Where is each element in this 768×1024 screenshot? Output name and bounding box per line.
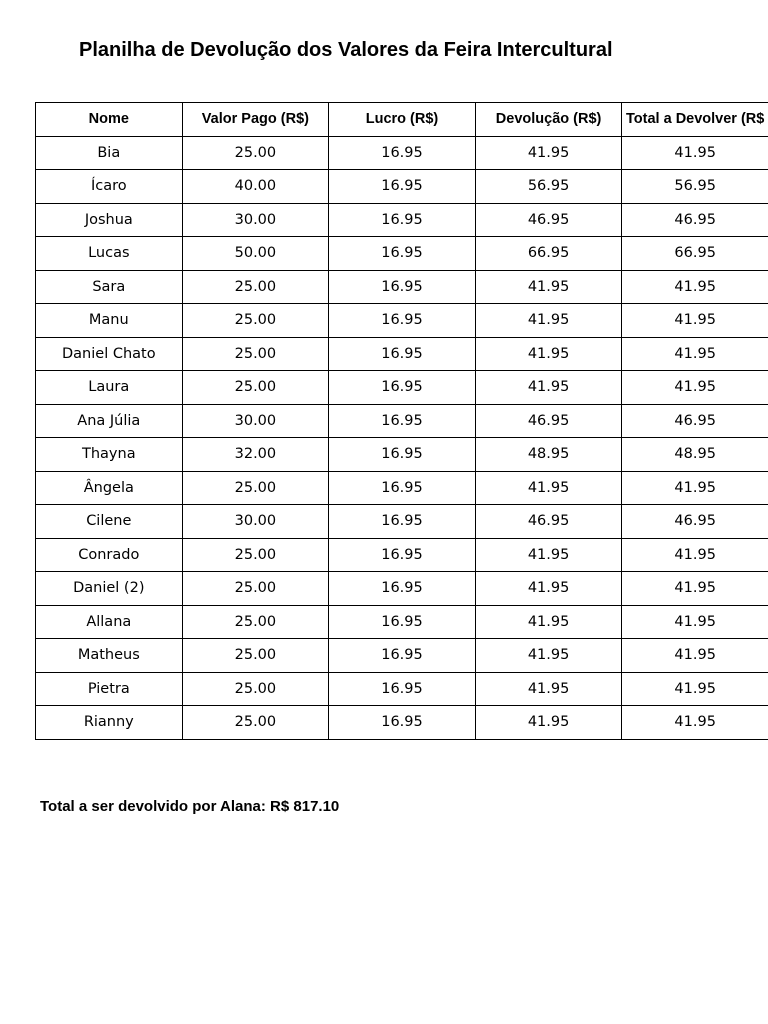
cell-valor-pago: 30.00 xyxy=(182,505,329,539)
cell-lucro: 16.95 xyxy=(329,371,476,405)
column-header-lucro: Lucro (R$) xyxy=(329,103,476,137)
table-row xyxy=(36,538,768,572)
cell-lucro: 16.95 xyxy=(329,438,476,472)
cell-lucro: 16.95 xyxy=(329,404,476,438)
cell-total-a-devolver: 41.95 xyxy=(622,572,768,606)
cell-nome: Ana Júlia xyxy=(36,404,183,438)
cell-nome: Daniel Chato xyxy=(36,337,183,371)
cell-devolucao: 66.95 xyxy=(475,237,622,271)
table-row xyxy=(36,337,768,371)
page-title: Planilha de Devolução dos Valores da Feira Intercultural xyxy=(79,39,613,61)
cell-total-a-devolver: 48.95 xyxy=(622,438,768,472)
cell-lucro: 16.95 xyxy=(329,270,476,304)
cell-lucro: 16.95 xyxy=(329,572,476,606)
table-row xyxy=(36,237,768,271)
table-row xyxy=(36,203,768,237)
cell-devolucao: 41.95 xyxy=(475,572,622,606)
cell-lucro: 16.95 xyxy=(329,672,476,706)
table-row xyxy=(36,605,768,639)
column-header-nome: Nome xyxy=(36,103,183,137)
cell-nome: Matheus xyxy=(36,639,183,673)
table-row xyxy=(36,672,768,706)
cell-devolucao: 41.95 xyxy=(475,538,622,572)
refund-table xyxy=(35,102,768,740)
cell-devolucao: 41.95 xyxy=(475,136,622,170)
table-row xyxy=(36,572,768,606)
column-header-total-a-devolver: Total a Devolver (R$ xyxy=(622,103,768,137)
cell-total-a-devolver: 41.95 xyxy=(622,304,768,338)
cell-nome: Joshua xyxy=(36,203,183,237)
cell-lucro: 16.95 xyxy=(329,605,476,639)
cell-total-a-devolver: 41.95 xyxy=(622,672,768,706)
cell-devolucao: 41.95 xyxy=(475,471,622,505)
cell-valor-pago: 40.00 xyxy=(182,170,329,204)
cell-valor-pago: 25.00 xyxy=(182,605,329,639)
cell-nome: Pietra xyxy=(36,672,183,706)
cell-total-a-devolver: 41.95 xyxy=(622,471,768,505)
cell-nome: Manu xyxy=(36,304,183,338)
cell-valor-pago: 25.00 xyxy=(182,371,329,405)
table-row xyxy=(36,136,768,170)
total-summary: Total a ser devolvido por Alana: R$ 817.10 xyxy=(40,798,340,815)
cell-devolucao: 41.95 xyxy=(475,672,622,706)
cell-nome: Bia xyxy=(36,136,183,170)
cell-devolucao: 46.95 xyxy=(475,404,622,438)
cell-nome: Lucas xyxy=(36,237,183,271)
cell-devolucao: 41.95 xyxy=(475,706,622,740)
cell-total-a-devolver: 41.95 xyxy=(622,337,768,371)
cell-valor-pago: 25.00 xyxy=(182,706,329,740)
cell-valor-pago: 25.00 xyxy=(182,538,329,572)
cell-devolucao: 41.95 xyxy=(475,304,622,338)
cell-nome: Daniel (2) xyxy=(36,572,183,606)
cell-total-a-devolver: 46.95 xyxy=(622,203,768,237)
cell-valor-pago: 25.00 xyxy=(182,471,329,505)
table-row xyxy=(36,505,768,539)
cell-valor-pago: 25.00 xyxy=(182,572,329,606)
column-header-devolucao: Devolução (R$) xyxy=(475,103,622,137)
cell-lucro: 16.95 xyxy=(329,538,476,572)
cell-devolucao: 41.95 xyxy=(475,605,622,639)
cell-valor-pago: 32.00 xyxy=(182,438,329,472)
cell-total-a-devolver: 66.95 xyxy=(622,237,768,271)
cell-valor-pago: 50.00 xyxy=(182,237,329,271)
cell-total-a-devolver: 41.95 xyxy=(622,605,768,639)
cell-nome: Rianny xyxy=(36,706,183,740)
cell-lucro: 16.95 xyxy=(329,203,476,237)
cell-total-a-devolver: 56.95 xyxy=(622,170,768,204)
cell-nome: Ícaro xyxy=(36,170,183,204)
cell-valor-pago: 25.00 xyxy=(182,337,329,371)
table-row xyxy=(36,438,768,472)
table-body xyxy=(36,136,768,739)
cell-lucro: 16.95 xyxy=(329,639,476,673)
cell-valor-pago: 25.00 xyxy=(182,304,329,338)
cell-lucro: 16.95 xyxy=(329,471,476,505)
cell-valor-pago: 25.00 xyxy=(182,639,329,673)
cell-lucro: 16.95 xyxy=(329,237,476,271)
table-row xyxy=(36,304,768,338)
cell-lucro: 16.95 xyxy=(329,505,476,539)
table-row xyxy=(36,270,768,304)
cell-devolucao: 41.95 xyxy=(475,337,622,371)
cell-total-a-devolver: 46.95 xyxy=(622,505,768,539)
table-row xyxy=(36,371,768,405)
table-row xyxy=(36,404,768,438)
cell-devolucao: 46.95 xyxy=(475,505,622,539)
table-row xyxy=(36,639,768,673)
cell-devolucao: 41.95 xyxy=(475,270,622,304)
cell-devolucao: 48.95 xyxy=(475,438,622,472)
cell-total-a-devolver: 41.95 xyxy=(622,538,768,572)
column-header-valor-pago: Valor Pago (R$) xyxy=(182,103,329,137)
cell-valor-pago: 30.00 xyxy=(182,203,329,237)
cell-devolucao: 41.95 xyxy=(475,639,622,673)
cell-total-a-devolver: 41.95 xyxy=(622,270,768,304)
cell-nome: Allana xyxy=(36,605,183,639)
cell-valor-pago: 25.00 xyxy=(182,136,329,170)
cell-lucro: 16.95 xyxy=(329,170,476,204)
cell-total-a-devolver: 41.95 xyxy=(622,371,768,405)
cell-devolucao: 46.95 xyxy=(475,203,622,237)
table-row xyxy=(36,471,768,505)
cell-lucro: 16.95 xyxy=(329,136,476,170)
cell-total-a-devolver: 41.95 xyxy=(622,706,768,740)
cell-nome: Laura xyxy=(36,371,183,405)
cell-lucro: 16.95 xyxy=(329,337,476,371)
cell-total-a-devolver: 46.95 xyxy=(622,404,768,438)
cell-total-a-devolver: 41.95 xyxy=(622,639,768,673)
cell-devolucao: 41.95 xyxy=(475,371,622,405)
table-header-row xyxy=(36,103,768,137)
cell-nome: Sara xyxy=(36,270,183,304)
cell-valor-pago: 25.00 xyxy=(182,270,329,304)
cell-valor-pago: 25.00 xyxy=(182,672,329,706)
cell-total-a-devolver: 41.95 xyxy=(622,136,768,170)
cell-nome: Ângela xyxy=(36,471,183,505)
cell-nome: Cilene xyxy=(36,505,183,539)
cell-nome: Thayna xyxy=(36,438,183,472)
cell-nome: Conrado xyxy=(36,538,183,572)
cell-valor-pago: 30.00 xyxy=(182,404,329,438)
table-row xyxy=(36,706,768,740)
cell-lucro: 16.95 xyxy=(329,304,476,338)
table-row xyxy=(36,170,768,204)
cell-devolucao: 56.95 xyxy=(475,170,622,204)
cell-lucro: 16.95 xyxy=(329,706,476,740)
